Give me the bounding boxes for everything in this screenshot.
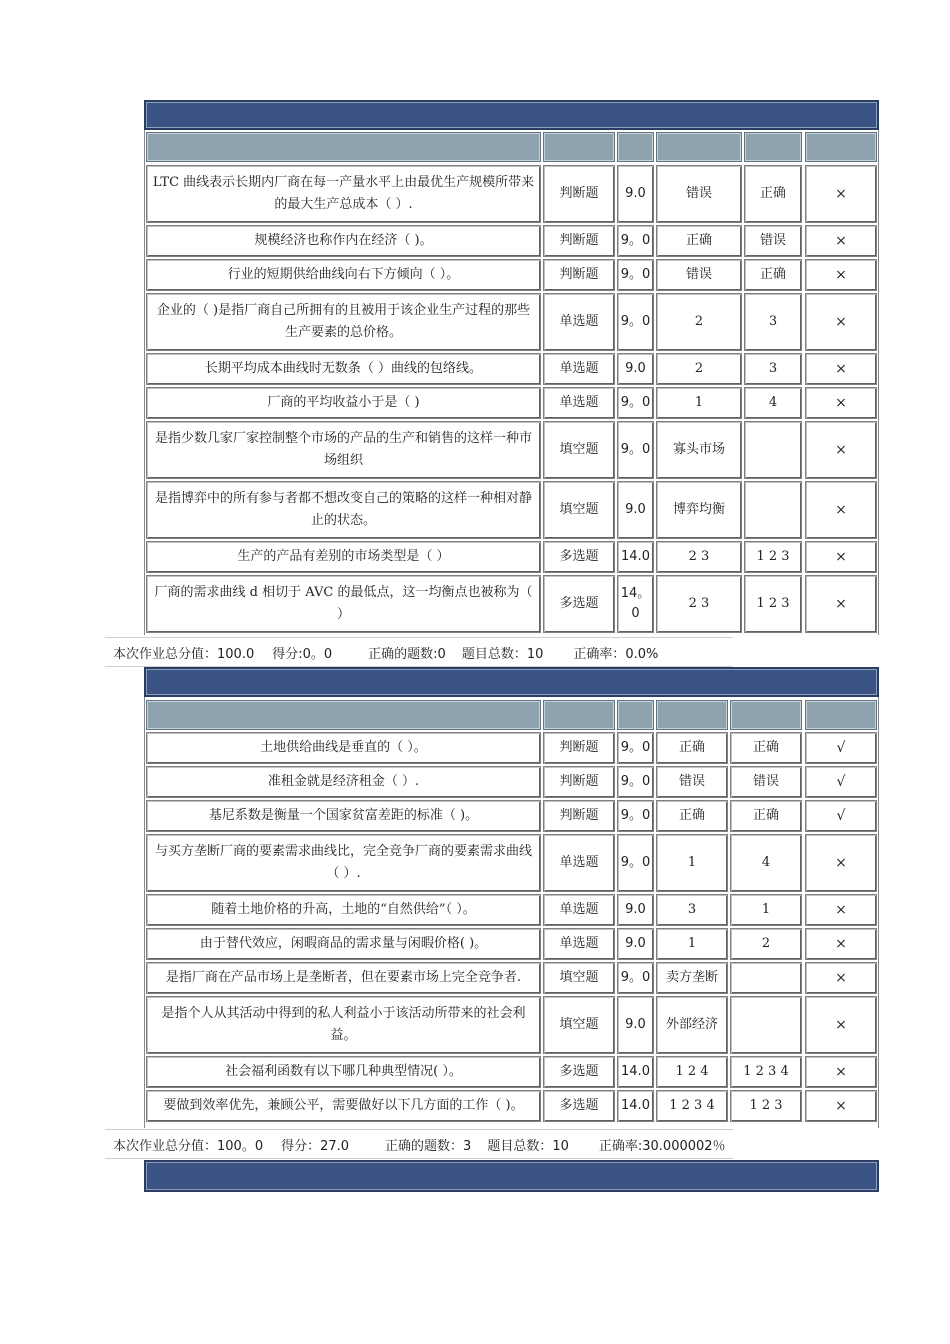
table-row xyxy=(144,834,879,892)
user-answer-cell: 1 xyxy=(656,387,742,419)
header-correct-answer xyxy=(730,700,802,730)
correct-answer-cell xyxy=(730,996,802,1054)
question-cell: 规模经济也称作内在经济（ )。 xyxy=(146,225,541,257)
type-cell: 单选题 xyxy=(543,834,615,892)
type-cell: 判断题 xyxy=(543,259,615,291)
correct-answer-cell xyxy=(730,962,802,994)
question-cell: LTC 曲线表示长期内厂商在每一产量水平上由最优生产规模所带来的最大生产总成本（ ）. xyxy=(146,165,541,223)
correct-answer-cell: 4 xyxy=(744,387,802,419)
correct-answer-cell: 正确 xyxy=(730,732,802,764)
user-answer-cell: 1 xyxy=(656,834,728,892)
score-cell: 9。0 xyxy=(617,800,654,832)
header-type xyxy=(543,700,615,730)
result-cell: √ xyxy=(805,766,877,798)
question-cell: 是指个人从其活动中得到的私人利益小于该活动所带来的社会利益。 xyxy=(146,996,541,1054)
result-cell: × xyxy=(805,387,877,419)
user-answer-cell: 1 2 4 xyxy=(656,1056,728,1088)
result-cell: × xyxy=(805,996,877,1054)
result-cell: √ xyxy=(805,732,877,764)
user-answer-cell: 正确 xyxy=(656,800,728,832)
type-cell: 判断题 xyxy=(543,732,615,764)
type-cell: 判断题 xyxy=(543,766,615,798)
result-cell: × xyxy=(805,421,877,479)
summary-rate: 正确率:30.000002％ xyxy=(598,1138,726,1154)
type-cell: 单选题 xyxy=(543,928,615,960)
table-row xyxy=(144,293,879,351)
result-cell: × xyxy=(805,353,877,385)
score-cell: 9。0 xyxy=(617,834,654,892)
question-cell: 随着土地价格的升高，土地的“自然供给”（ ）。 xyxy=(146,894,541,926)
correct-answer-cell: 1 2 3 xyxy=(744,575,802,633)
score-cell: 9。0 xyxy=(617,387,654,419)
user-answer-cell: 正确 xyxy=(656,732,728,764)
table-row xyxy=(144,766,879,798)
question-cell: 是指博弈中的所有参与者都不想改变自己的策略的这样一种相对静止的状态。 xyxy=(146,481,541,539)
score-cell: 9。0 xyxy=(617,259,654,291)
table-row xyxy=(144,481,879,539)
correct-answer-cell: 正确 xyxy=(744,165,802,223)
summary-correct-count: 正确的题数:0 xyxy=(368,646,446,662)
score-cell: 14.0 xyxy=(617,1056,654,1088)
score-cell: 9。0 xyxy=(617,962,654,994)
table-row xyxy=(144,225,879,257)
summary-correct-count: 正确的题数：3 xyxy=(385,1138,472,1154)
correct-answer-cell: 错误 xyxy=(730,766,802,798)
question-cell: 长期平均成本曲线时无数条（ ）曲线的包络线。 xyxy=(146,353,541,385)
type-cell: 判断题 xyxy=(543,225,615,257)
summary-score: 得分:0。0 xyxy=(272,646,333,662)
user-answer-cell: 寡头市场 xyxy=(656,421,742,479)
table-row xyxy=(144,928,879,960)
correct-answer-cell: 1 2 3 4 xyxy=(730,1056,802,1088)
table-row xyxy=(144,1090,879,1122)
type-cell: 单选题 xyxy=(543,353,615,385)
score-cell: 9。0 xyxy=(617,766,654,798)
question-cell: 厂商的平均收益小于是（ ) xyxy=(146,387,541,419)
table-row xyxy=(144,732,879,764)
user-answer-cell: 3 xyxy=(656,894,728,926)
table-row xyxy=(144,996,879,1054)
score-cell: 14.0 xyxy=(617,541,654,573)
user-answer-cell: 正确 xyxy=(656,225,742,257)
summary-question-count: 题目总数：10 xyxy=(461,646,544,662)
user-answer-cell: 2 3 xyxy=(656,541,742,573)
question-cell: 生产的产品有差别的市场类型是（ ） xyxy=(146,541,541,573)
score-cell: 9。0 xyxy=(617,732,654,764)
score-cell: 9。0 xyxy=(617,225,654,257)
correct-answer-cell: 错误 xyxy=(744,225,802,257)
user-answer-cell: 错误 xyxy=(656,259,742,291)
result-cell: × xyxy=(805,928,877,960)
correct-answer-cell: 4 xyxy=(730,834,802,892)
summary-total: 本次作业总分值：100。0 xyxy=(113,1138,264,1154)
result-cell: × xyxy=(805,165,877,223)
table-row xyxy=(144,962,879,994)
table-title-bar xyxy=(144,1160,879,1192)
summary-total: 本次作业总分值：100.0 xyxy=(113,646,255,662)
header-question xyxy=(146,132,541,162)
header-score xyxy=(617,700,654,730)
score-cell: 9.0 xyxy=(617,928,654,960)
assignment-block-3 xyxy=(144,1160,879,1192)
correct-answer-cell: 3 xyxy=(744,353,802,385)
question-cell: 要做到效率优先，兼顾公平，需要做好以下几方面的工作（ )。 xyxy=(146,1090,541,1122)
result-cell: √ xyxy=(805,800,877,832)
result-cell: × xyxy=(805,575,877,633)
correct-answer-cell xyxy=(744,421,802,479)
result-cell: × xyxy=(805,259,877,291)
correct-answer-cell xyxy=(744,481,802,539)
question-cell: 厂商的需求曲线 d 相切于 AVC 的最低点，这一均衡点也被称为（ ） xyxy=(146,575,541,633)
table-title-bar xyxy=(144,100,879,130)
summary-bar-1 xyxy=(105,637,733,667)
table-row xyxy=(144,1056,879,1088)
result-cell: × xyxy=(805,293,877,351)
table-row xyxy=(144,800,879,832)
user-answer-cell: 错误 xyxy=(656,165,742,223)
table-row xyxy=(144,165,879,223)
type-cell: 填空题 xyxy=(543,421,615,479)
result-cell: × xyxy=(805,541,877,573)
header-user-answer xyxy=(656,132,742,162)
type-cell: 多选题 xyxy=(543,1056,615,1088)
table-header-row xyxy=(144,700,879,730)
header-correct-answer xyxy=(744,132,802,162)
correct-answer-cell: 3 xyxy=(744,293,802,351)
question-cell: 基尼系数是衡量一个国家贫富差距的标准（ )。 xyxy=(146,800,541,832)
user-answer-cell: 博弈均衡 xyxy=(656,481,742,539)
table-title-bar xyxy=(144,667,879,697)
question-cell: 与买方垄断厂商的要素需求曲线比，完全竞争厂商的要素需求曲线（ ）. xyxy=(146,834,541,892)
header-score xyxy=(617,132,654,162)
type-cell: 填空题 xyxy=(543,481,615,539)
header-result xyxy=(805,132,877,162)
table-row xyxy=(144,387,879,419)
summary-bar-2 xyxy=(105,1129,733,1159)
score-cell: 9.0 xyxy=(617,894,654,926)
summary-question-count: 题目总数：10 xyxy=(487,1138,569,1154)
question-cell: 由于替代效应，闲暇商品的需求量与闲暇价格( )。 xyxy=(146,928,541,960)
table-row xyxy=(144,575,879,633)
question-cell: 是指厂商在产品市场上是垄断者，但在要素市场上完全竞争者. xyxy=(146,962,541,994)
table-header-row xyxy=(144,132,879,162)
user-answer-cell: 卖方垄断 xyxy=(656,962,728,994)
correct-answer-cell: 1 2 3 xyxy=(730,1090,802,1122)
result-cell: × xyxy=(805,225,877,257)
correct-answer-cell: 2 xyxy=(730,928,802,960)
type-cell: 单选题 xyxy=(543,293,615,351)
type-cell: 多选题 xyxy=(543,1090,615,1122)
assignment-block-1 xyxy=(144,100,879,635)
result-cell: × xyxy=(805,834,877,892)
question-cell: 企业的（ )是指厂商自己所拥有的且被用于该企业生产过程的那些生产要素的总价格。 xyxy=(146,293,541,351)
question-cell: 准租金就是经济租金（ ）. xyxy=(146,766,541,798)
question-cell: 是指少数几家厂家控制整个市场的产品的生产和销售的这样一种市场组织 xyxy=(146,421,541,479)
score-cell: 9.0 xyxy=(617,353,654,385)
user-answer-cell: 2 3 xyxy=(656,575,742,633)
score-cell: 14.0 xyxy=(617,1090,654,1122)
result-cell: × xyxy=(805,962,877,994)
result-cell: × xyxy=(805,1056,877,1088)
correct-answer-cell: 1 2 3 xyxy=(744,541,802,573)
correct-answer-cell: 正确 xyxy=(744,259,802,291)
assignment-block-2 xyxy=(144,667,879,1128)
question-cell: 土地供给曲线是垂直的（ ）。 xyxy=(146,732,541,764)
type-cell: 单选题 xyxy=(543,894,615,926)
correct-answer-cell: 正确 xyxy=(730,800,802,832)
table-row xyxy=(144,894,879,926)
table-row xyxy=(144,259,879,291)
header-question xyxy=(146,700,541,730)
summary-rate: 正确率：0.0% xyxy=(573,646,659,662)
correct-answer-cell: 1 xyxy=(730,894,802,926)
type-cell: 判断题 xyxy=(543,165,615,223)
score-cell: 9。0 xyxy=(617,421,654,479)
score-cell: 9.0 xyxy=(617,165,654,223)
header-result xyxy=(805,700,877,730)
user-answer-cell: 1 2 3 4 xyxy=(656,1090,728,1122)
table-row xyxy=(144,421,879,479)
type-cell: 判断题 xyxy=(543,800,615,832)
score-cell: 9.0 xyxy=(617,996,654,1054)
header-type xyxy=(543,132,615,162)
type-cell: 填空题 xyxy=(543,996,615,1054)
user-answer-cell: 外部经济 xyxy=(656,996,728,1054)
result-cell: × xyxy=(805,481,877,539)
user-answer-cell: 2 xyxy=(656,353,742,385)
user-answer-cell: 2 xyxy=(656,293,742,351)
result-cell: × xyxy=(805,1090,877,1122)
result-cell: × xyxy=(805,894,877,926)
type-cell: 多选题 xyxy=(543,541,615,573)
table-row xyxy=(144,353,879,385)
score-cell: 9.0 xyxy=(617,481,654,539)
type-cell: 填空题 xyxy=(543,962,615,994)
type-cell: 多选题 xyxy=(543,575,615,633)
summary-score: 得分：27.0 xyxy=(281,1138,350,1154)
user-answer-cell: 错误 xyxy=(656,766,728,798)
score-cell: 14。0 xyxy=(617,575,654,633)
question-cell: 社会福利函数有以下哪几种典型情况( ）。 xyxy=(146,1056,541,1088)
table-row xyxy=(144,541,879,573)
header-user-answer xyxy=(656,700,728,730)
question-cell: 行业的短期供给曲线向右下方倾向（ ）。 xyxy=(146,259,541,291)
user-answer-cell: 1 xyxy=(656,928,728,960)
type-cell: 单选题 xyxy=(543,387,615,419)
score-cell: 9。0 xyxy=(617,293,654,351)
